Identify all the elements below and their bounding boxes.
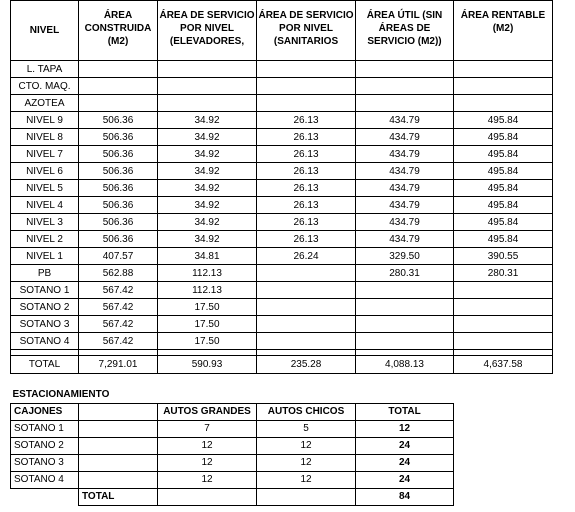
level-row [11,163,553,180]
parking-row [11,454,454,471]
level-name-cell: NIVEL 5 [11,180,79,197]
level-row [11,333,553,350]
parking-cell [79,454,158,471]
level-value-cell: 506.36 [79,197,158,214]
level-value-cell: 434.79 [356,129,454,146]
header-row [11,1,553,61]
total-value: 7,291.01 [79,356,158,374]
level-name-cell: NIVEL 6 [11,163,79,180]
level-value-cell: 407.57 [79,248,158,265]
level-name-cell: AZOTEA [11,95,79,112]
level-value-cell: 329.50 [356,248,454,265]
parking-header-total: TOTAL [356,403,454,420]
total-value: 4,637.58 [454,356,553,374]
level-row [11,78,553,95]
level-value-cell: 34.92 [158,197,257,214]
header-area-util: ÁREA ÚTIL (SIN ÁREAS DE SERVICIO (M2)) [356,1,454,61]
level-name-cell: NIVEL 2 [11,231,79,248]
level-value-cell: 390.55 [454,248,553,265]
parking-total-spacer [11,488,79,505]
level-value-cell [79,61,158,78]
level-value-cell: 26.13 [257,146,356,163]
level-value-cell [79,95,158,112]
level-value-cell [454,78,553,95]
level-row [11,231,553,248]
total-row [11,356,553,374]
level-name-cell: NIVEL 3 [11,214,79,231]
parking-cell: 7 [158,420,257,437]
level-value-cell: 506.36 [79,146,158,163]
level-value-cell: 567.42 [79,282,158,299]
parking-row [11,471,454,488]
level-value-cell: 26.24 [257,248,356,265]
level-row [11,197,553,214]
level-value-cell: 26.13 [257,231,356,248]
level-value-cell [356,95,454,112]
level-value-cell: 17.50 [158,299,257,316]
level-value-cell: 26.13 [257,197,356,214]
level-value-cell [257,265,356,282]
level-value-cell: 495.84 [454,146,553,163]
level-value-cell [257,282,356,299]
level-value-cell: 26.13 [257,180,356,197]
parking-cell: SOTANO 4 [11,471,79,488]
level-value-cell: 434.79 [356,146,454,163]
parking-cell: 24 [356,437,454,454]
level-value-cell: 495.84 [454,112,553,129]
parking-row [11,437,454,454]
parking-cell: 24 [356,471,454,488]
level-value-cell: 26.13 [257,214,356,231]
level-value-cell: 34.81 [158,248,257,265]
header-nivel: NIVEL [11,1,79,61]
level-value-cell: 506.36 [79,180,158,197]
level-name-cell: NIVEL 1 [11,248,79,265]
header-area-rentable: ÁREA RENTABLE (M2) [454,1,553,61]
parking-total-blank [158,488,257,505]
parking-cell: SOTANO 3 [11,454,79,471]
level-row [11,129,553,146]
level-value-cell: 112.13 [158,265,257,282]
parking-total-label: TOTAL [79,488,158,505]
level-row [11,214,553,231]
parking-header-autos-chicos: AUTOS CHICOS [257,403,356,420]
level-value-cell [454,316,553,333]
level-row [11,248,553,265]
level-row [11,146,553,163]
level-row [11,265,553,282]
parking-cell: 12 [257,471,356,488]
level-name-cell: NIVEL 7 [11,146,79,163]
level-value-cell [158,78,257,95]
level-value-cell: 26.13 [257,129,356,146]
level-value-cell [158,61,257,78]
level-value-cell [356,316,454,333]
level-row [11,316,553,333]
level-value-cell: 567.42 [79,316,158,333]
header-area-servicio-elevadores: ÁREA DE SERVICIO POR NIVEL (ELEVADORES, [158,1,257,61]
level-row [11,95,553,112]
level-value-cell [158,95,257,112]
parking-total-value: 84 [356,488,454,505]
area-table [10,0,553,374]
level-name-cell: CTO. MAQ. [11,78,79,95]
level-value-cell: 506.36 [79,163,158,180]
parking-header-cajones: CAJONES [11,403,79,420]
level-value-cell: 562.88 [79,265,158,282]
level-value-cell: 495.84 [454,180,553,197]
level-value-cell: 34.92 [158,214,257,231]
level-value-cell: 34.92 [158,180,257,197]
level-value-cell [257,316,356,333]
level-value-cell: 434.79 [356,231,454,248]
parking-cell: 12 [356,420,454,437]
total-value: 235.28 [257,356,356,374]
level-name-cell: SOTANO 2 [11,299,79,316]
level-value-cell [454,333,553,350]
level-row [11,112,553,129]
level-value-cell: 434.79 [356,163,454,180]
level-value-cell: 34.92 [158,112,257,129]
level-value-cell [356,282,454,299]
level-value-cell: 34.92 [158,129,257,146]
level-value-cell: 506.36 [79,231,158,248]
parking-cell [79,471,158,488]
level-value-cell: 567.42 [79,299,158,316]
parking-total-row [11,488,454,505]
level-value-cell [257,95,356,112]
level-name-cell: NIVEL 4 [11,197,79,214]
level-row [11,61,553,78]
level-name-cell: SOTANO 4 [11,333,79,350]
level-value-cell [356,61,454,78]
level-value-cell: 34.92 [158,231,257,248]
level-value-cell [356,78,454,95]
level-name-cell: NIVEL 8 [11,129,79,146]
level-row [11,299,553,316]
level-value-cell: 434.79 [356,197,454,214]
level-value-cell [454,299,553,316]
level-value-cell: 495.84 [454,197,553,214]
level-value-cell: 434.79 [356,112,454,129]
parking-row [11,420,454,437]
header-area-construida: ÁREA CONSTRUIDA (M2) [79,1,158,61]
parking-cell: 12 [257,454,356,471]
level-value-cell: 112.13 [158,282,257,299]
parking-header-row [11,403,454,420]
level-value-cell [257,333,356,350]
level-value-cell: 495.84 [454,214,553,231]
level-row [11,180,553,197]
level-value-cell: 34.92 [158,146,257,163]
level-value-cell: 17.50 [158,316,257,333]
level-value-cell [454,282,553,299]
level-value-cell [454,95,553,112]
level-value-cell: 280.31 [454,265,553,282]
level-value-cell: 434.79 [356,180,454,197]
parking-table [10,386,454,506]
parking-header-blank [79,403,158,420]
level-value-cell [257,78,356,95]
parking-total-blank [257,488,356,505]
parking-cell: SOTANO 2 [11,437,79,454]
parking-cell [79,437,158,454]
level-name-cell: SOTANO 3 [11,316,79,333]
parking-cell: SOTANO 1 [11,420,79,437]
level-value-cell [356,299,454,316]
level-row [11,282,553,299]
level-name-cell: PB [11,265,79,282]
level-value-cell [257,299,356,316]
level-value-cell: 434.79 [356,214,454,231]
total-value: 590.93 [158,356,257,374]
parking-cell: 12 [158,437,257,454]
level-value-cell: 495.84 [454,231,553,248]
level-value-cell: 495.84 [454,163,553,180]
level-value-cell: 506.36 [79,112,158,129]
parking-title: ESTACIONAMIENTO [12,388,110,400]
level-value-cell [79,78,158,95]
level-value-cell [356,333,454,350]
parking-cell: 24 [356,454,454,471]
level-name-cell: L. TAPA [11,61,79,78]
level-value-cell [454,61,553,78]
level-value-cell: 26.13 [257,163,356,180]
parking-cell: 12 [158,471,257,488]
level-value-cell: 34.92 [158,163,257,180]
header-area-servicio-sanitarios: ÁREA DE SERVICIO POR NIVEL (SANITARIOS [257,1,356,61]
level-value-cell: 26.13 [257,112,356,129]
level-value-cell: 280.31 [356,265,454,282]
level-value-cell: 506.36 [79,214,158,231]
total-label: TOTAL [11,356,79,374]
level-value-cell: 17.50 [158,333,257,350]
parking-cell: 12 [158,454,257,471]
level-name-cell: NIVEL 9 [11,112,79,129]
level-value-cell: 506.36 [79,129,158,146]
parking-cell [79,420,158,437]
total-value: 4,088.13 [356,356,454,374]
level-value-cell: 495.84 [454,129,553,146]
parking-header-autos-grandes: AUTOS GRANDES [158,403,257,420]
level-name-cell: SOTANO 1 [11,282,79,299]
level-value-cell: 567.42 [79,333,158,350]
level-value-cell [257,61,356,78]
parking-cell: 5 [257,420,356,437]
parking-cell: 12 [257,437,356,454]
